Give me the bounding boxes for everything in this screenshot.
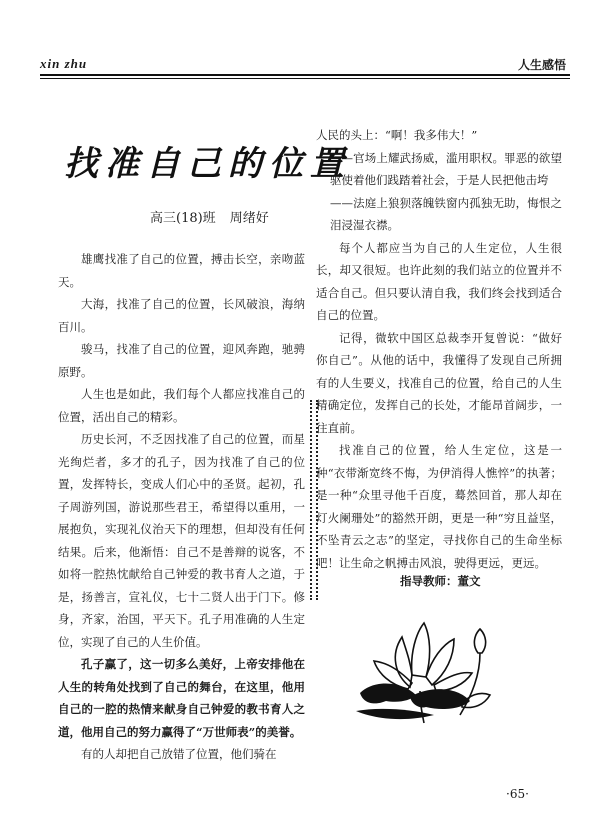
paragraph: 历史长河，不乏因找准了自己的位置，而星光绚烂者，多才的孔子，因为找准了自己的位置，发挥特长，变成人们心中的圣贤。起初，孔子周游列国，游说那些君王，希望得以重用，一展抱负，实现礼仪治天下的理想，但却没有任何结果。后来，他渐悟：自己不是善辩的说客，不如将一腔热忱献给自己钟爱的教书育人之道，于是，扬善言，宣礼仪，七十二贤人出于门下。修身，齐家，治国，平天下。孔子用准确的人生定位，实现了自己的人生价值。 — [58, 432, 305, 649]
paragraph: 雄鹰找准了自己的位置，搏击长空，亲吻蓝天。 — [58, 252, 305, 289]
left-column — [58, 248, 305, 766]
section-name: 人生感悟 — [517, 58, 566, 72]
paragraph: 找准自己的位置，给人生定位，这是一种“衣带渐宽终不悔，为伊消得人憔悴”的执著；是一种“众里寻他千百度，蓦然回首，那人却在灯火阑珊处”的豁然开朗，更是一种“穷且益坚，不坠青云之志”的坚定，寻找你自己的生命坐标吧！让生命之帆搏击风浪，驶得更远，更远。 — [316, 443, 562, 570]
paragraph: 大海，找准了自己的位置，长风破浪，海纳百川。 — [58, 297, 305, 334]
paragraph: 记得，微软中国区总裁李开复曾说：“做好你自己”。从他的话中，我懂得了发现自己所拥有的人生要义，找准自己的位置，给自己的人生精确定位，发挥自己的长处，才能昂首阔步，一往直前。 — [316, 330, 562, 435]
byline — [150, 207, 269, 226]
page-header — [40, 52, 570, 82]
paragraph: 孔子赢了，这一切多么美好，上帝安排他在人生的转角处找到了自己的舞台，在这里，他用自己的一腔的热情来献身自己钟爱的教书育人之道，他用自己的努力赢得了“万世师表”的美誉。 — [58, 657, 305, 739]
paragraph-continuation: 人民的头上：“啊！我多伟大！” — [316, 128, 478, 142]
paragraph: 有的人却把自己放错了位置，他们骑在 — [81, 747, 277, 761]
right-column — [316, 124, 562, 574]
header-rule-thin — [40, 78, 570, 79]
paragraph: 每个人都应当为自己的人生定位，人生很长，却又很短。也许此刻的我们站立的位置并不适合自己。但只要认清自我，我们终会找到适合自己的位置。 — [316, 240, 562, 322]
article-title: 找准自己的位置 — [64, 144, 351, 184]
page-number: ·65· — [506, 787, 529, 801]
header-rule — [40, 74, 570, 76]
column-name: xin zhu — [40, 56, 88, 71]
advisor-credit: 指导教师：董文 — [400, 574, 481, 588]
author-name: 周绪好 — [229, 211, 269, 226]
quote-line: ——官场上耀武扬威，滥用职权。罪恶的欲望驱使着他们践踏着社会，于是人民把他击垮 — [330, 150, 562, 187]
lotus-illustration — [350, 615, 500, 725]
paragraph: 人生也是如此，我们每个人都应找准自己的位置，活出自己的精彩。 — [58, 387, 305, 424]
author-class: 高三(18)班 — [150, 211, 216, 226]
paragraph: 骏马，找准了自己的位置，迎风奔跑，驰骋原野。 — [58, 342, 305, 379]
quote-line: ——法庭上狼狈落魄铁窗内孤独无助，悔恨之泪浸湿衣襟。 — [330, 195, 562, 232]
